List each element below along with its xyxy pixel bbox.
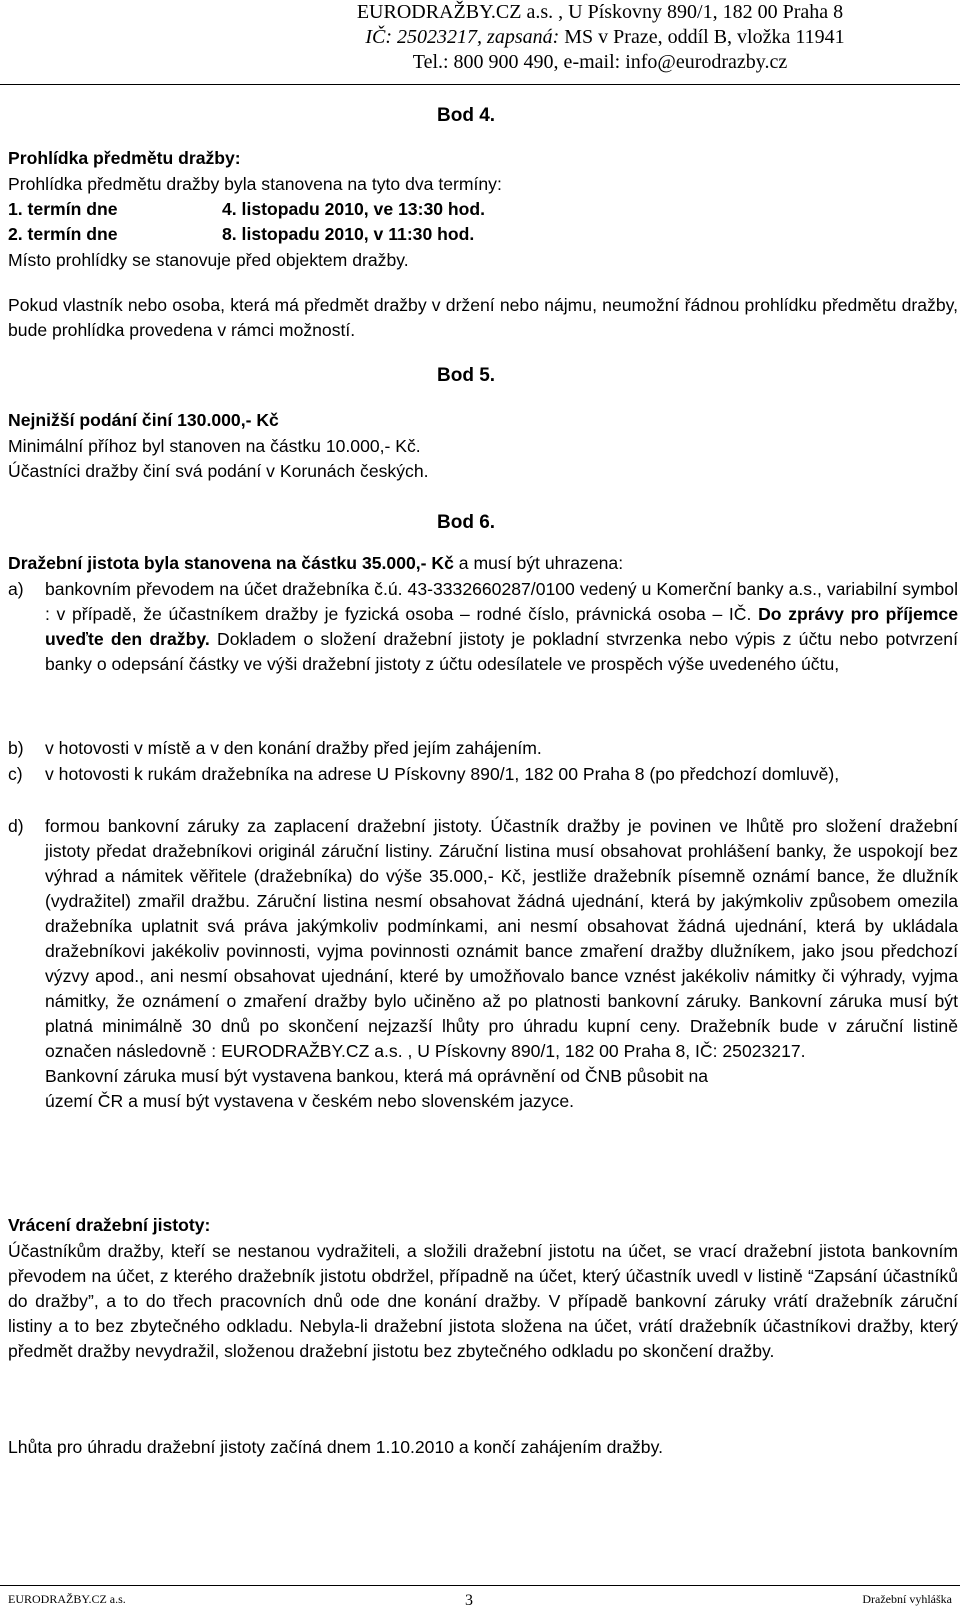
bid-currency: Účastníci dražby činí svá podání v Korunách českých. <box>8 461 429 481</box>
inspection-place: Místo prohlídky se stanovuje před objektem dražby. <box>8 250 409 270</box>
header-contact-line: Tel.: 800 900 490, e-mail: info@eurodrazby.cz <box>412 51 788 73</box>
header-company-line: EURODRAŽBY.CZ a.s. , U Pískovny 890/1, 182 00 Praha 8 <box>356 1 844 23</box>
payment-option-b: b) v hotovosti v místě a v den konání dražby před jejím zahájením. <box>8 738 542 758</box>
inspection-term-1: 1. termín dne 4. listopadu 2010, ve 13:30 hod. <box>8 199 486 219</box>
section-title-bod6: Bod 6. <box>437 512 496 533</box>
payment-option-d: d) formou bankovní záruky za zaplacení dražební jistoty. Účastník dražby je povinen ve lhůtě pro složení dražební jistoty předat dražebníkovi originál záruční listiny. Záruční listina musí obsahovat prohlášení banky, že uspokojí bez výhrad a námitek věřitele (dražebníka) do výše 35.000,- Kč, jestliže dražebník písemně oznámí bance, že dlužník (vydražitel) zmařil dražbu. Záruční listina nesmí obsahovat žádná ujednání, která by jakýmkoliv způsobem omezila dražebníka uplatnit svá práva jakýmkoliv podmínkami, ani nesmí obsahovat žádná ujednání, která by ukládala dražebníkovi jakékoliv povinnosti, vyjma povinnosti oznámit bance zmaření dražby dlužníkem, jako jsou předchozí výzvy apod., ani nesmí obsahovat ujednání, které by umožňovalo bance vznést jakékoliv námitky či výhrady, vyjma námitky, že oznámení o zmaření dražby bylo učiněno až po platnosti bankovní záruky. Bankovní záruka musí být platná minimálně 30 dnů po skončení nejzazší lhůty pro úhradu kupní ceny. Dražebník bude v záruční listině označen následovně : EURODRAŽBY.CZ a.s. , U Pískovny 890/1, 182 00 Praha 8, IČ: 25023217. Bankovní záruka musí být vystavena bankou, která má oprávnění od ČNB působit na území ČR a musí být vystavena v českém nebo slovenském jazyce. <box>8 816 958 1111</box>
inspection-note: Pokud vlastník nebo osoba, která má předmět dražby v držení nebo nájmu, neumožní řádnou prohlídku předmětu dražby, bude prohlídka provedena v rámci možností. <box>8 295 958 340</box>
footer-document-title: Dražební vyhláška <box>862 1592 952 1606</box>
header-registration-line: IČ: 25023217, zapsaná: MS v Praze, oddíl B, vložka 11941 <box>365 26 845 48</box>
document-footer <box>0 1585 960 1610</box>
minimum-increment: Minimální příhoz byl stanoven na částku 10.000,- Kč. <box>8 436 421 456</box>
refund-heading: Vrácení dražební jistoty: <box>8 1215 211 1235</box>
payment-option-c: c) v hotovosti k rukám dražebníka na adrese U Pískovny 890/1, 182 00 Praha 8 (po předchozí domluvě), <box>8 764 840 784</box>
footer-company: EURODRAŽBY.CZ a.s. <box>8 1592 126 1606</box>
document-header <box>0 0 960 85</box>
inspection-term-2: 2. termín dne 8. listopadu 2010, v 11:30 hod. <box>8 224 475 244</box>
section-title-bod4: Bod 4. <box>437 105 496 126</box>
section-title-bod5: Bod 5. <box>437 365 496 386</box>
page-number: 3 <box>465 1592 473 1609</box>
refund-text: Účastníkům dražby, kteří se nestanou vydražiteli, a složili dražební jistotu na účet, se vrací dražební jistota bankovním převodem na účet, z kterého dražebník jistotu obdržel, případně na účet, který účastník uvedl v listině “Zapsání účastníků do dražby”, a to do třech pracovních dnů ode dne konání dražby. V případě bankovní záruky vrátí dražebník záruční listiny a to bez zbytečného odkladu. Nebyla-li dražební jistota složena na účet, vrátí dražebník účastníkovi dražby, který předmět dražby nevydražil, složenou dražební jistotu bez zbytečného odkladu po skončení dražby. <box>8 1241 958 1361</box>
inspection-intro: Prohlídka předmětu dražby byla stanovena na tyto dva termíny: <box>8 174 502 194</box>
inspection-heading: Prohlídka předmětu dražby: <box>8 148 241 168</box>
deposit-amount: Dražební jistota byla stanovena na částku 35.000,- Kč a musí být uhrazena: <box>8 553 624 573</box>
lowest-bid: Nejnižší podání činí 130.000,- Kč <box>8 410 279 430</box>
deposit-deadline: Lhůta pro úhradu dražební jistoty začíná dnem 1.10.2010 a končí zahájením dražby. <box>8 1437 663 1457</box>
payment-option-a: a) bankovním převodem na účet dražebníka č.ú. 43-3332660287/0100 vedený u Komerční banky a.s., variabilní symbol : v případě, že účastníkem dražby je fyzická osoba – rodné číslo, právnická osoba – IČ. Do zprávy pro příjemce uveďte den dražby. Dokladem o složení dražební jistoty je pokladní stvrzenka nebo výpis z účtu nebo potvrzení banky o odepsání částky ve výši dražební jistoty z účtu odesílatele ve prospěch výše uvedeného účtu, <box>8 579 958 674</box>
